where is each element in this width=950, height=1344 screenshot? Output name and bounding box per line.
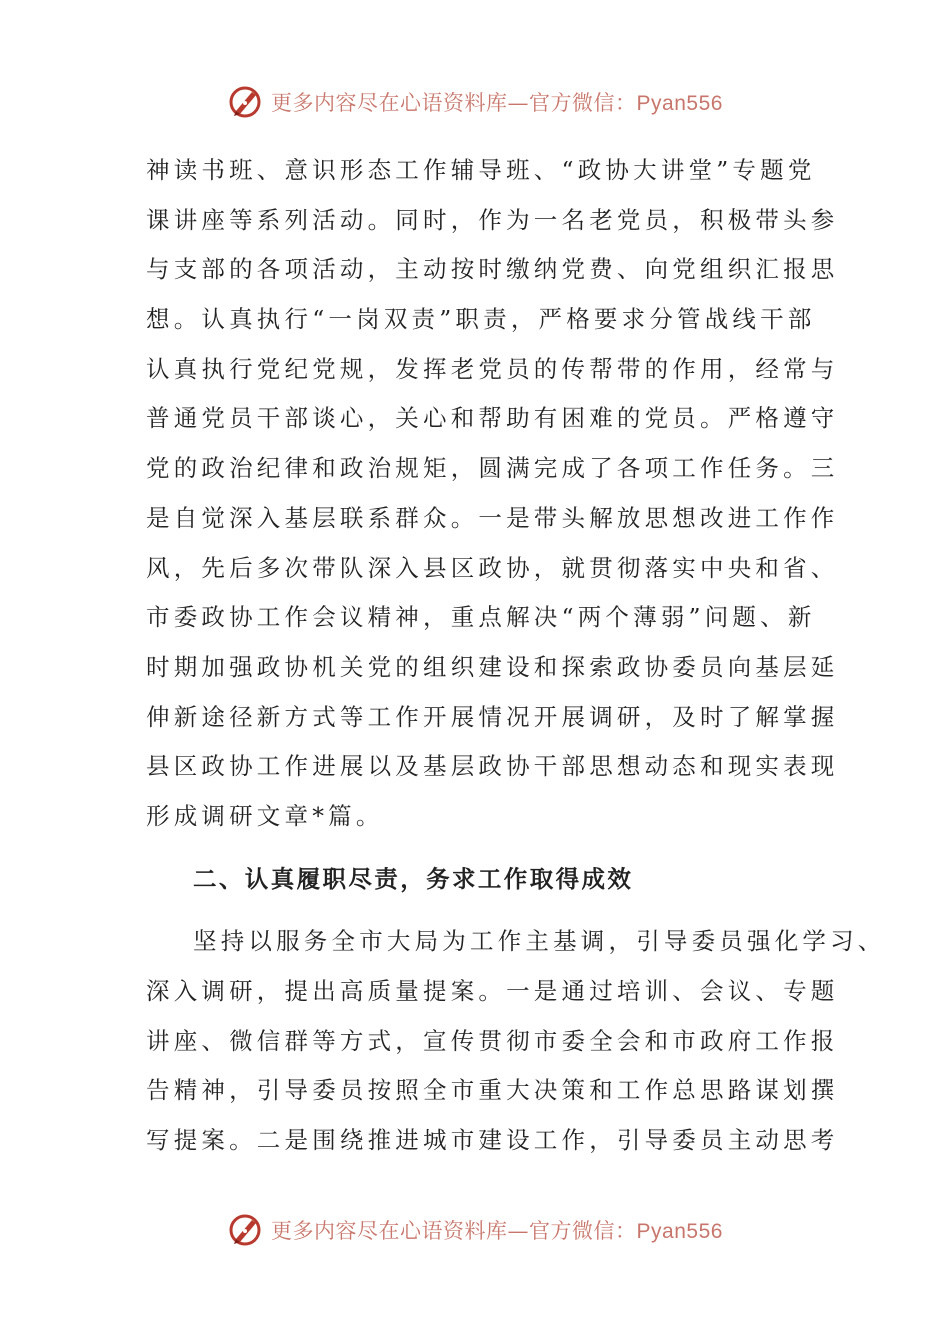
text-line: 认真执行党纪党规，发挥老党员的传帮带的作用，经常与 [146,354,839,383]
text-line: 市委政协工作会议精神，重点解决“两个薄弱”问题、新 [146,603,816,632]
text-line: 想。认真执行“一岗双责”职责，严格要求分管战线干部 [146,305,816,334]
text-line: 告精神，引导委员按照全市重大决策和工作总思路谋划撰 [146,1076,839,1105]
watermark-account: Pyan556 [636,1220,723,1243]
watermark-text: 更多内容尽在心语资料库—官方微信： [271,1219,637,1243]
text-line: 神读书班、意识形态工作辅导班、“政协大讲堂”专题党 [146,156,816,184]
text-line: 形成调研文章*篇。 [146,801,384,830]
section-heading: 二、认真履职尽责，务求工作取得成效 [193,864,634,893]
text-line: 伸新途径新方式等工作开展情况开展调研，及时了解掌握 [146,702,839,731]
text-line: 党的政治纪律和政治规矩，圆满完成了各项工作任务。三 [146,454,839,483]
text-line: 普通党员干部谈心，关心和帮助有困难的党员。严格遵守 [146,404,839,433]
document-body [146,146,886,1166]
text-line: 县区政协工作进展以及基层政协干部思想动态和现实表现 [146,752,839,781]
watermark-text: 更多内容尽在心语资料库—官方微信： [271,91,637,115]
paragraph-2 [146,917,886,1165]
pen-circle-logo-icon [227,84,263,120]
footer-watermark [0,1210,950,1250]
text-line: 时期加强政协机关党的组织建设和探索政协委员向基层延 [146,652,839,681]
text-line: 讲座、微信群等方式，宣传贯彻市委全会和市政府工作报 [146,1026,839,1055]
header-watermark [0,82,950,122]
text-line: 写提案。二是围绕推进城市建设工作，引导委员主动思考 [146,1126,839,1155]
watermark-account: Pyan556 [636,92,723,115]
pen-circle-logo-icon [227,1212,263,1248]
text-line: 深入调研，提出高质量提案。一是通过培训、会议、专题 [146,977,839,1005]
text-line: 风，先后多次带队深入县区政协，就贯彻落实中央和省、 [146,553,839,582]
paragraph-1 [146,146,839,842]
text-line: 课讲座等系列活动。同时，作为一名老党员，积极带头参 [146,205,839,234]
text-line: 与支部的各项活动，主动按时缴纳党费、向党组织汇报思 [146,255,839,284]
text-line: 是自觉深入基层联系群众。一是带头解放思想改进工作作 [146,503,839,532]
text-line: 坚持以服务全市大局为工作主基调，引导委员强化学习、 [193,927,886,956]
